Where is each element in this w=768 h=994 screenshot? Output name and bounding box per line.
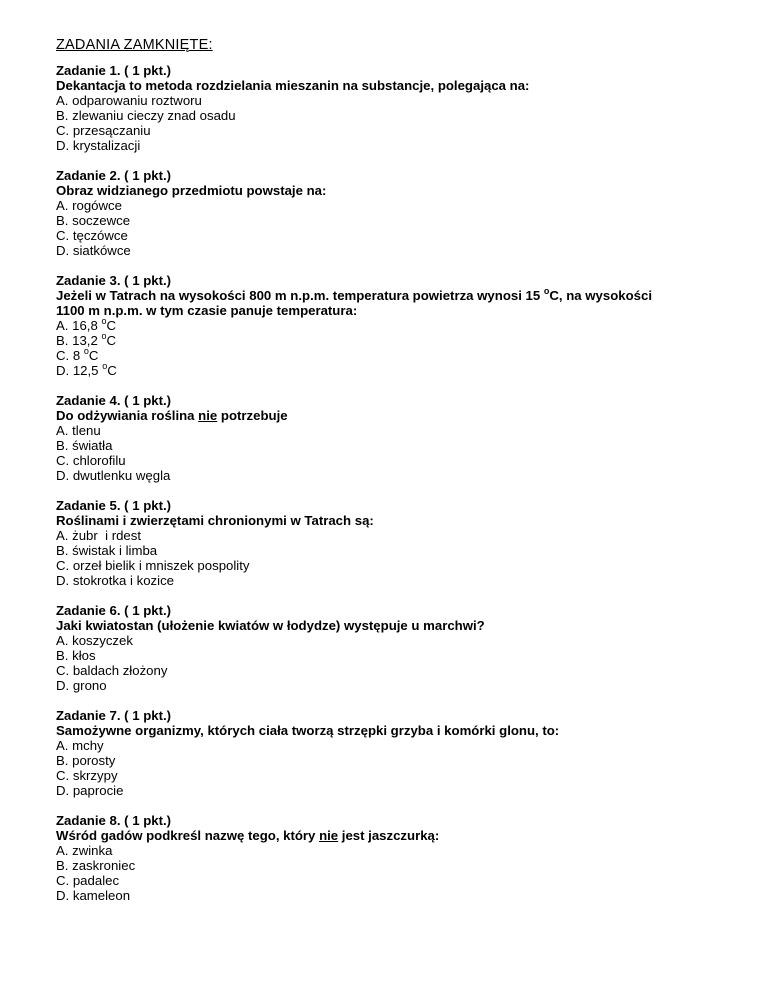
task-title: Zadanie 4. ( 1 pkt.) xyxy=(56,393,172,408)
task-2 xyxy=(56,168,746,258)
question-text: potrzebuje xyxy=(217,408,288,423)
answer-option-a: A. mchy xyxy=(56,738,104,753)
task-question xyxy=(56,408,746,423)
answer-option-c: C. przesączaniu xyxy=(56,123,151,138)
degree-sign: o xyxy=(101,330,107,341)
underlined-word: nie xyxy=(198,408,218,423)
task-title: Zadanie 6. ( 1 pkt.) xyxy=(56,603,172,618)
task-title: Zadanie 2. ( 1 pkt.) xyxy=(56,168,172,183)
answer-option-b: B. światła xyxy=(56,438,113,453)
task-question: Samożywne organizmy, których ciała tworzą strzępki grzyba i komórki glonu, to: xyxy=(56,723,560,738)
option-unit: C xyxy=(106,318,117,333)
task-6 xyxy=(56,603,746,693)
answer-option-b: B. świstak i limba xyxy=(56,543,158,558)
answer-option-c: C. tęczówce xyxy=(56,228,128,243)
task-question xyxy=(56,828,746,843)
answer-option-b: B. zaskroniec xyxy=(56,858,136,873)
answer-option-a: A. zwinka xyxy=(56,843,113,858)
option-value: A. 16,8 xyxy=(56,318,102,333)
question-text: Wśród gadów podkreśl nazwę tego, który xyxy=(56,828,320,843)
question-text: C, na wysokości xyxy=(549,288,652,303)
answer-option-d: D. krystalizacji xyxy=(56,138,141,153)
answer-option-a: A. żubr i rdest xyxy=(56,528,142,543)
task-title: Zadanie 3. ( 1 pkt.) xyxy=(56,273,172,288)
option-value: C. 8 xyxy=(56,348,84,363)
option-unit: C xyxy=(107,363,117,378)
task-8 xyxy=(56,813,746,903)
task-4 xyxy=(56,393,746,483)
question-text: Jeżeli w Tatrach na wysokości 800 m n.p.m. temperatura powietrza wynosi 15 xyxy=(56,288,544,303)
answer-option-d: D. dwutlenku węgla xyxy=(56,468,171,483)
answer-option-a xyxy=(56,315,746,333)
question-text: Do odżywiania roślina xyxy=(56,408,199,423)
task-7 xyxy=(56,708,746,798)
answer-option-c: C. skrzypy xyxy=(56,768,118,783)
answer-option-c: C. orzeł bielik i mniszek pospolity xyxy=(56,558,250,573)
answer-option-b: B. kłos xyxy=(56,648,96,663)
answer-option-a: A. odparowaniu roztworu xyxy=(56,93,202,108)
answer-option-a: A. tlenu xyxy=(56,423,101,438)
degree-sign: o xyxy=(83,345,89,356)
document-page xyxy=(56,38,746,918)
task-question: Dekantacja to metoda rozdzielania mieszanin na substancje, polegająca na: xyxy=(56,78,530,93)
task-title: Zadanie 8. ( 1 pkt.) xyxy=(56,813,172,828)
answer-option-d: D. paprocie xyxy=(56,783,124,798)
answer-option-b xyxy=(56,330,746,348)
task-title: Zadanie 1. ( 1 pkt.) xyxy=(56,63,172,78)
answer-option-c xyxy=(56,345,746,363)
task-question: Jaki kwiatostan (ułożenie kwiatów w łodydze) występuje u marchwi? xyxy=(56,618,485,633)
option-value: B. 13,2 xyxy=(56,333,102,348)
option-value: D. 12,5 xyxy=(56,363,103,378)
answer-option-d xyxy=(56,360,746,378)
question-text: jest jaszczurką: xyxy=(338,828,440,843)
answer-option-b: B. porosty xyxy=(56,753,116,768)
option-unit: C xyxy=(88,348,99,363)
degree-sign: o xyxy=(543,285,550,296)
degree-sign: o xyxy=(102,360,108,371)
task-question xyxy=(56,285,746,303)
answer-option-b: B. zlewaniu cieczy znad osadu xyxy=(56,108,236,123)
answer-option-d: D. grono xyxy=(56,678,107,693)
task-1 xyxy=(56,63,746,153)
underlined-word: nie xyxy=(319,828,339,843)
answer-option-b: B. soczewce xyxy=(56,213,131,228)
answer-option-d: D. kameleon xyxy=(56,888,131,903)
answer-option-d: D. siatkówce xyxy=(56,243,131,258)
task-question-line-2: 1100 m n.p.m. w tym czasie panuje temperatura: xyxy=(56,303,358,318)
task-question: Roślinami i zwierzętami chronionymi w Tatrach są: xyxy=(56,513,374,528)
answer-option-a: A. koszyczek xyxy=(56,633,133,648)
task-3 xyxy=(56,273,746,378)
task-title: Zadanie 7. ( 1 pkt.) xyxy=(56,708,172,723)
degree-sign: o xyxy=(101,315,107,326)
answer-option-a: A. rogówce xyxy=(56,198,122,213)
option-unit: C xyxy=(106,333,117,348)
answer-option-d: D. stokrotka i kozice xyxy=(56,573,174,588)
answer-option-c: C. chlorofilu xyxy=(56,453,126,468)
task-title: Zadanie 5. ( 1 pkt.) xyxy=(56,498,172,513)
answer-option-c: C. baldach złożony xyxy=(56,663,168,678)
answer-option-c: C. padalec xyxy=(56,873,120,888)
task-question: Obraz widzianego przedmiotu powstaje na: xyxy=(56,183,327,198)
page-heading: ZADANIA ZAMKNIĘTE: xyxy=(56,37,213,53)
task-5 xyxy=(56,498,746,588)
